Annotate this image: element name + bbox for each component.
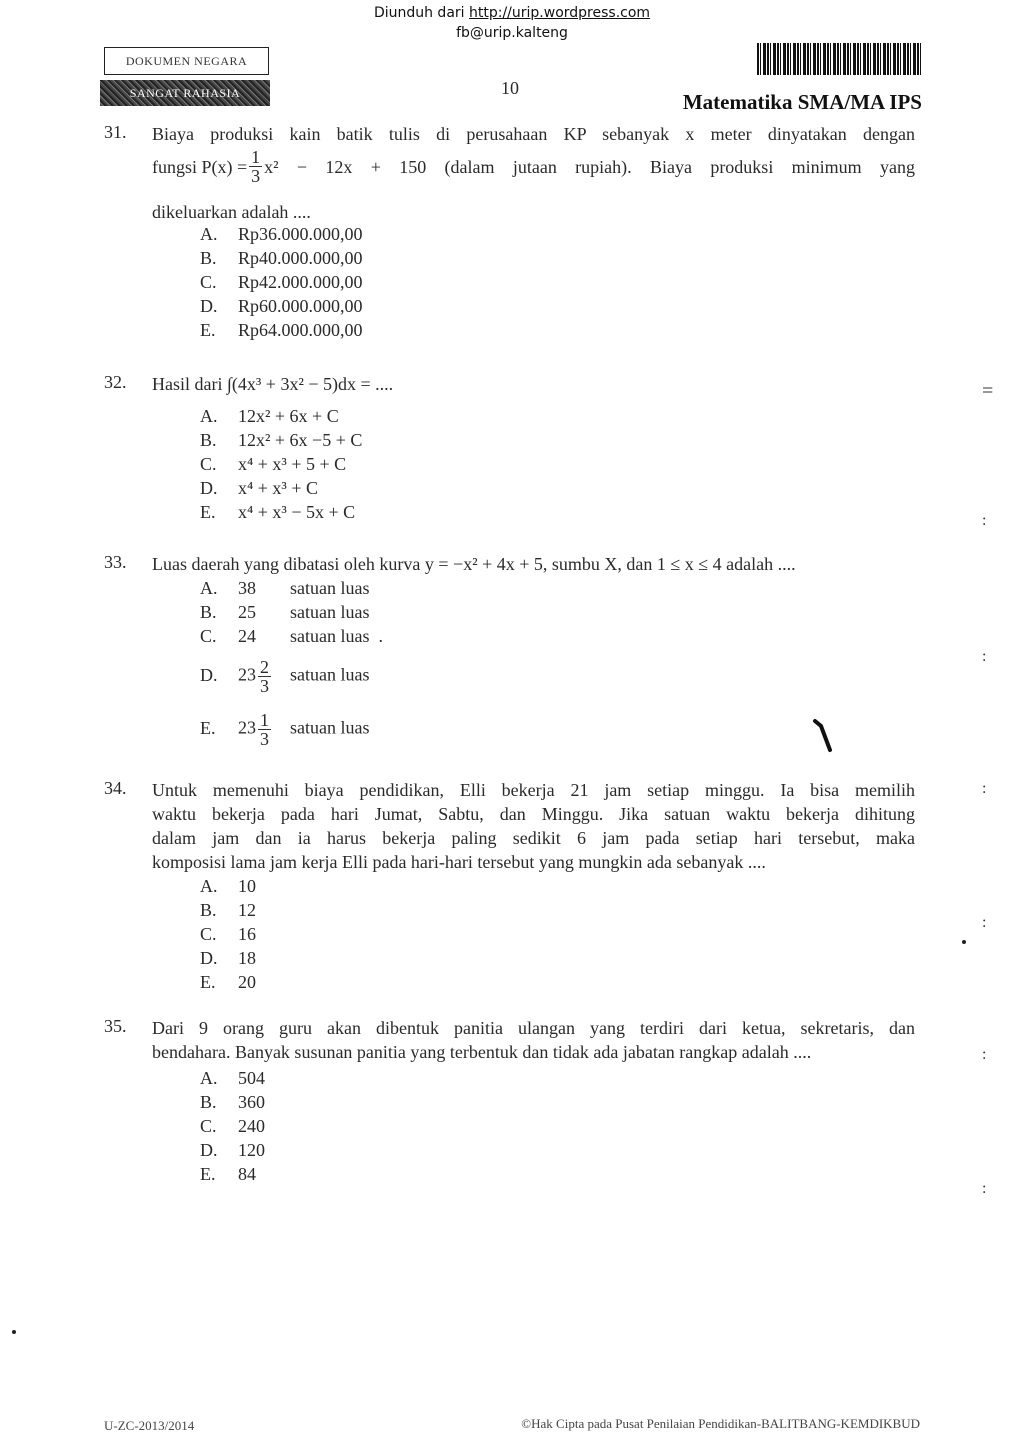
question-number: 31. xyxy=(104,122,127,142)
option-e[interactable]: E. 84 xyxy=(200,1164,256,1184)
option-b[interactable]: B. 12 xyxy=(200,900,256,920)
question-text-block xyxy=(152,778,915,874)
subject-title: Matematika SMA/MA IPS xyxy=(682,90,922,114)
question-text: waktu bekerja pada hari Jumat, Sabtu, dan Minggu. Jika satuan waktu bekerja dihitung xyxy=(152,804,915,824)
option-e[interactable]: E. x⁴ + x³ − 5x + C xyxy=(200,502,356,522)
option-d[interactable]: D. 18 xyxy=(200,948,256,968)
margin-mark: : xyxy=(982,1046,987,1063)
question-text: dalam jam dan ia harus bekerja paling sedikit 6 jam pada setiap hari tersebut, maka xyxy=(152,828,915,848)
question-text: Hasil dari ∫(4x³ + 3x² − 5)dx = .... xyxy=(152,374,394,394)
option-d[interactable]: D. 120 xyxy=(200,1140,265,1160)
source-fb: fb@urip.kalteng xyxy=(456,25,568,41)
page-number: 10 xyxy=(501,78,519,98)
option-d[interactable]: D. 23 $\frac{2}{3}$ satuan luas xyxy=(200,657,370,696)
option-e[interactable]: E. 20 xyxy=(200,972,256,992)
option-a[interactable]: A. 12x² + 6x + C xyxy=(200,406,339,426)
option-c[interactable]: C. Rp42.000.000,00 xyxy=(200,272,363,292)
question-number: 35. xyxy=(104,1016,127,1036)
question-text: Luas daerah yang dibatasi oleh kurva y = −x² + 4x + 5, sumbu X, dan 1 ≤ x ≤ 4 adalah .... xyxy=(152,554,796,574)
question-text: komposisi lama jam kerja Elli pada hari-hari tersebut yang mungkin ada sebanyak .... xyxy=(152,852,766,872)
speck-dot xyxy=(962,940,966,944)
footer-code: U-ZC-2013/2014 xyxy=(104,1418,195,1433)
option-e[interactable]: E. 23 $\frac{1}{3}$ satuan luas xyxy=(200,710,370,749)
formula-post: x² − 12x + 150 (dalam jutaan rupiah). Biaya produksi minimum yang xyxy=(264,156,915,177)
formula-fraction xyxy=(249,148,262,185)
option-a[interactable]: A. Rp36.000.000,00 xyxy=(200,224,363,244)
option-a[interactable]: A. 504 xyxy=(200,1068,265,1088)
question-number: 33. xyxy=(104,552,127,572)
formula-pre: fungsi P(x) = xyxy=(152,156,248,177)
option-c[interactable]: C. x⁴ + x³ + 5 + C xyxy=(200,454,347,474)
option-d[interactable]: D. x⁴ + x³ + C xyxy=(200,478,318,498)
option-e[interactable]: E. Rp64.000.000,00 xyxy=(200,320,363,340)
doc-label: DOKUMEN NEGARA xyxy=(104,47,269,75)
option-b[interactable]: B. 25 satuan luas xyxy=(200,602,370,622)
fraction-numerator: 1 xyxy=(251,147,261,167)
margin-mark: : xyxy=(982,914,987,931)
pen-mark xyxy=(812,718,836,754)
options-list xyxy=(200,576,383,748)
options-list xyxy=(200,874,256,994)
question-number: 34. xyxy=(104,778,127,798)
margin-mark: : xyxy=(982,1180,987,1197)
speck-dot xyxy=(12,1330,16,1334)
question-number: 32. xyxy=(104,372,127,392)
fraction-denominator: 3 xyxy=(251,166,261,186)
option-c[interactable]: C. 240 xyxy=(200,1116,265,1136)
footer-copyright: ©Hak Cipta pada Pusat Penilaian Pendidikan-BALITBANG-KEMDIKBUD xyxy=(521,1416,920,1431)
source-prefix: Diunduh dari xyxy=(373,5,469,21)
margin-mark: : xyxy=(982,780,987,797)
option-b[interactable]: B. 12x² + 6x −5 + C xyxy=(200,430,363,450)
question-text: Dari 9 orang guru akan dibentuk panitia ulangan yang terdiri dari ketua, sekretaris, dan xyxy=(152,1018,915,1038)
question-text: Untuk memenuhi biaya pendidikan, Elli bekerja 21 jam setiap minggu. Ia bisa memilih xyxy=(152,780,915,800)
stray-dot: . xyxy=(373,626,383,646)
question-text: dikeluarkan adalah .... xyxy=(152,202,311,222)
question-formula-line xyxy=(152,148,915,185)
options-list xyxy=(200,1066,265,1186)
question-text: Biaya produksi kain batik tulis di perusahaan KP sebanyak x meter dinyatakan dengan xyxy=(152,124,915,144)
option-d[interactable]: D. Rp60.000.000,00 xyxy=(200,296,363,316)
question-text-block xyxy=(152,1016,915,1064)
source-line xyxy=(0,5,1024,21)
option-c[interactable]: C. 24 satuan luas . xyxy=(200,626,383,646)
options-list xyxy=(200,404,362,524)
option-c[interactable]: C. 16 xyxy=(200,924,256,944)
options-list xyxy=(200,222,363,342)
question-text: bendahara. Banyak susunan panitia yang terbentuk dan tidak ada jabatan rangkap adalah .... xyxy=(152,1042,812,1062)
margin-mark: : xyxy=(982,512,987,529)
option-b[interactable]: B. 360 xyxy=(200,1092,265,1112)
option-a[interactable]: A. 10 xyxy=(200,876,256,896)
secret-stamp: SANGAT RAHASIA xyxy=(100,80,270,106)
option-b[interactable]: B. Rp40.000.000,00 xyxy=(200,248,363,268)
source-link[interactable]: http://urip.wordpress.com xyxy=(469,5,651,21)
margin-mark: : xyxy=(982,648,987,665)
option-a[interactable]: A. 38 satuan luas xyxy=(200,578,370,598)
margin-mark: = xyxy=(982,380,994,402)
barcode-image xyxy=(757,43,922,75)
